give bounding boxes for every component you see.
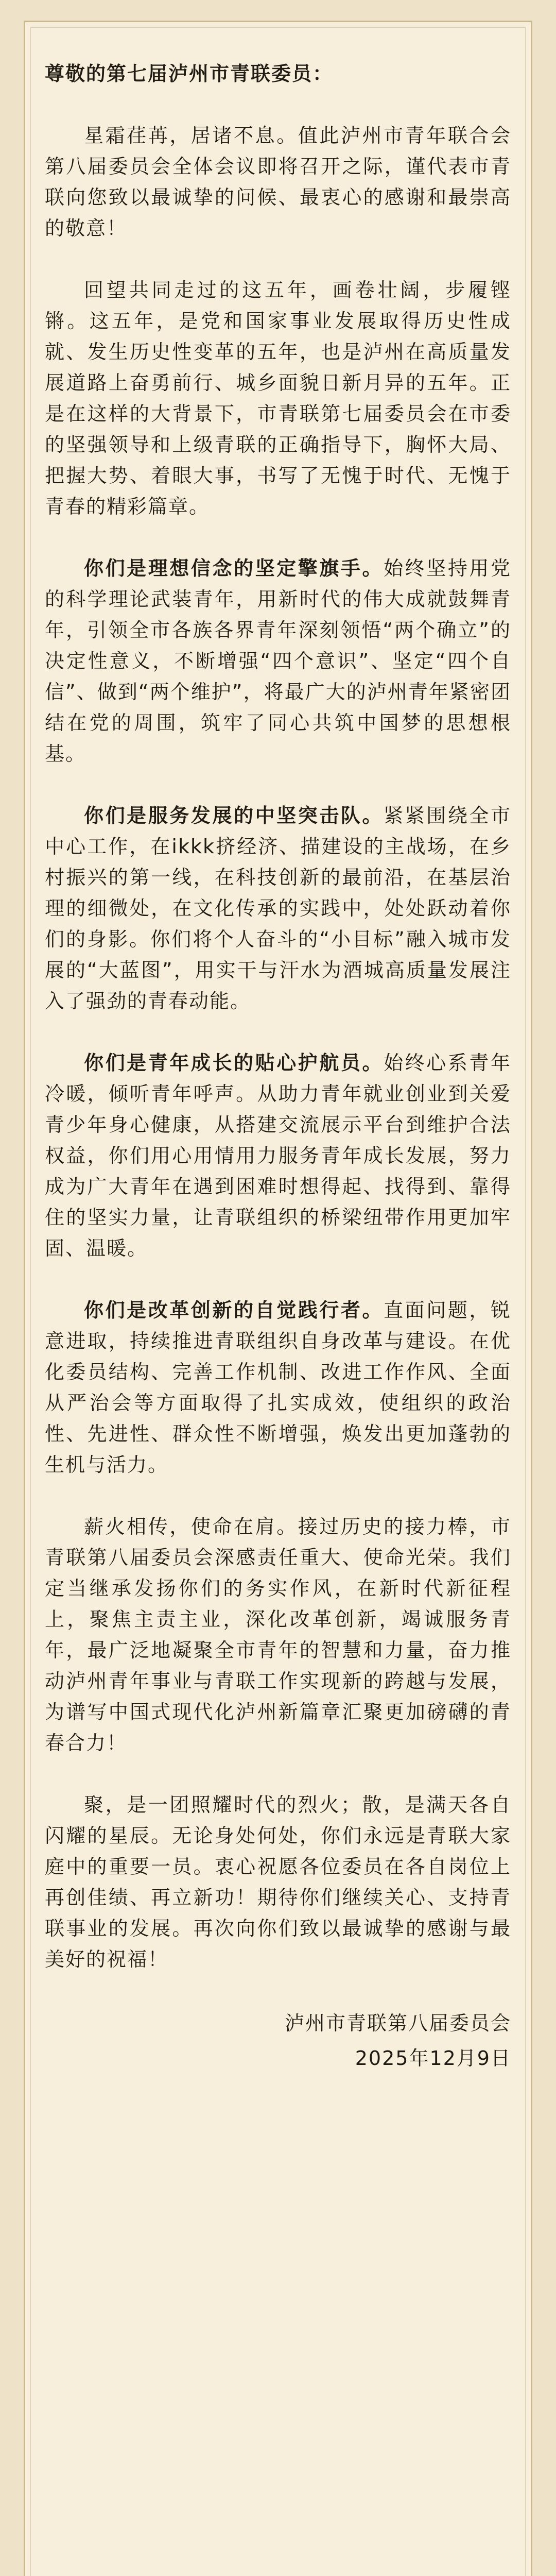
letter-card <box>24 21 532 2576</box>
letter-salutation: 尊敬的第七届泸州市青联委员： <box>45 62 334 85</box>
paragraph-ideals: 你们是理想信念的坚定擎旗手。始终坚持用党的科学理论武装青年，用新时代的伟大成就鼓舞青年，引领全市各族各界青年深刻领悟“两个确立”的决定性意义，不断增强“四个意识”、坚定“四个自信”、做到“两个维护”，将最广大的泸州青年紧密团结在党的周围，筑牢了同心共筑中国梦的思想根基。 <box>45 557 511 765</box>
paragraph: 薪火相传，使命在肩。接过历史的接力棒，市青联第八届委员会深感责任重大、使命光荣。我们定当继承发扬你们的务实作风，在新时代新征程上，聚焦主责主业，深化改革创新，竭诚服务青年，最广泛地凝聚全市青年的智慧和力量，奋力推动泸州青年事业与青联工作实现新的跨越与发展，为谱写中国式现代化泸州新篇章汇聚更加磅礴的青春合力！ <box>45 1515 511 1754</box>
paragraph-lead: 你们是青年成长的贴心护航员。 <box>84 1052 384 1074</box>
paragraph-lead: 你们是改革创新的自觉践行者。 <box>84 1299 384 1321</box>
signature-date: 2025年12月9日 <box>355 2047 511 2070</box>
signature-org: 泸州市青联第八届委员会 <box>284 2012 511 2035</box>
paragraph-lead: 你们是服务发展的中坚突击队。 <box>84 804 384 827</box>
paragraph-lead: 你们是理想信念的坚定擎旗手。 <box>84 557 384 580</box>
paragraph: 回望共同走过的这五年，画卷壮阔，步履铿锵。这五年，是党和国家事业发展取得历史性成就、发生历史性变革的五年，也是泸州在高质量发展道路上奋勇前行、城乡面貌日新月异的五年。正是在这样的大背景下，市青联第七届委员会在市委的坚强领导和上级青联的正确指导下，胸怀大局、把握大势、着眼大事，书写了无愧于时代、无愧于青春的精彩篇章。 <box>45 279 511 518</box>
signature-block <box>45 2006 511 2076</box>
paragraph: 星霜荏苒，居诸不息。值此泸州市青年联合会第八届委员会全体会议即将召开之际，谨代表市青联向您致以最诚挚的问候、最衷心的感谢和最崇高的敬意！ <box>45 124 511 240</box>
paragraph-growth: 你们是青年成长的贴心护航员。始终心系青年冷暖，倾听青年呼声。从助力青年就业创业到关爱青少年身心健康，从搭建交流展示平台到维护合法权益，你们用心用情用力服务青年成长发展，努力成为广大青年在遇到困难时想得起、找得到、靠得住的坚实力量，让青联组织的桥梁纽带作用更加牢固、温暖。 <box>45 1052 511 1260</box>
paragraph-development: 你们是服务发展的中坚突击队。紧紧围绕全市中心工作，在ikkk挤经济、描建设的主战场，在乡村振兴的第一线，在科技创新的最前沿，在基层治理的细微处，在文化传承的实践中，处处跃动着你们的身影。你们将个人奋斗的“小目标”融入城市发展的“大蓝图”，用实干与汗水为酒城高质量发展注入了强劲的青春动能。 <box>45 804 511 1012</box>
paragraph-reform: 你们是改革创新的自觉践行者。直面问题，锐意进取，持续推进青联组织自身改革与建设。在优化委员结构、完善工作机制、改进工作作风、全面从严治会等方面取得了扎实成效，使组织的政治性、先进性、群众性不断增强，焕发出更加蓬勃的生机与活力。 <box>45 1299 511 1476</box>
paragraph: 聚，是一团照耀时代的烈火；散，是满天各自闪耀的星辰。无论身处何处，你们永远是青联大家庭中的重要一员。衷心祝愿各位委员在各自岗位上再创佳绩、再立新功！期待你们继续关心、支持青联事业的发展。再次向你们致以最诚挚的感谢与最美好的祝福！ <box>45 1793 511 1971</box>
letter-body <box>45 58 511 2076</box>
